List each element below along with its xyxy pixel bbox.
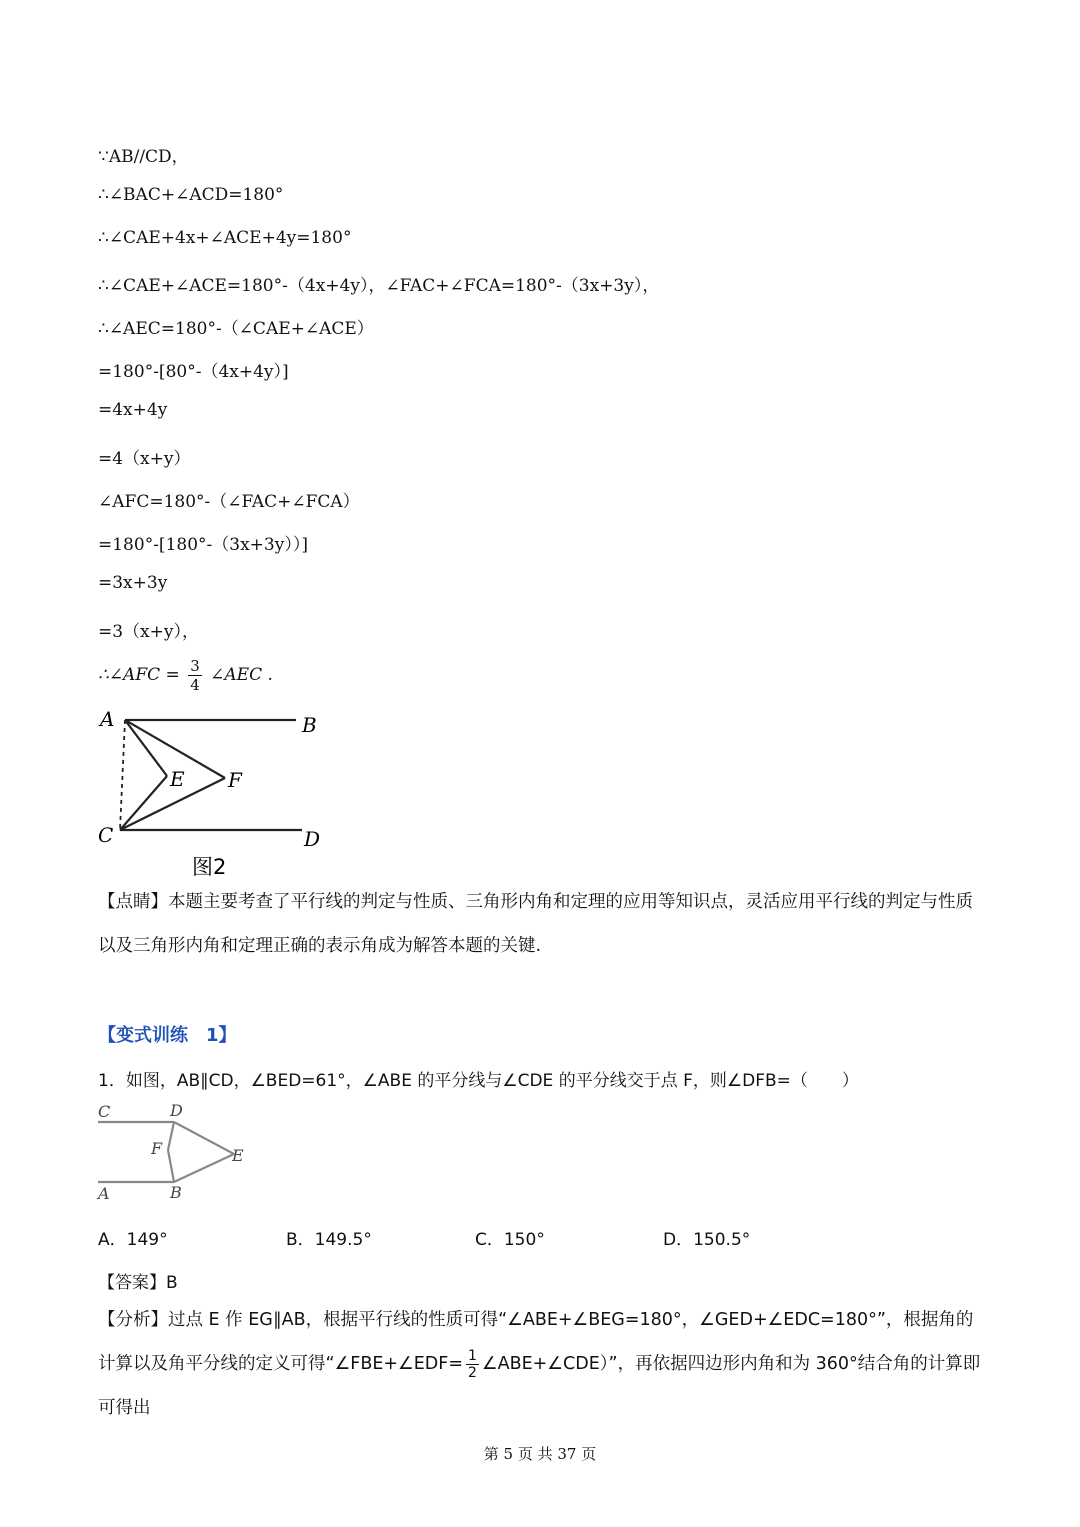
label-B: B	[302, 713, 317, 737]
step-line: =3（x+y），	[98, 622, 199, 642]
label-D: D	[170, 1101, 183, 1120]
label-E: E	[232, 1146, 244, 1165]
question-text: 1．如图，AB∥CD，∠BED=61°，∠ABE 的平分线与∠CDE 的平分线交于点 F，则∠DFB=（ ）	[98, 1071, 859, 1091]
analysis-paragraph	[98, 1298, 988, 1430]
answer-line: 【答案】B	[98, 1273, 178, 1293]
step-line: ∠AFC=180°-（∠FAC+∠FCA）	[98, 492, 360, 512]
step-line: ∴∠BAC+∠ACD=180°	[98, 185, 284, 205]
option-b[interactable]: B．149.5°	[286, 1230, 372, 1250]
label-F: F	[228, 768, 242, 792]
question-figure	[94, 1098, 254, 1208]
step-line: ∵AB//CD，	[98, 147, 189, 167]
analysis-fraction-numerator: 1	[468, 1347, 477, 1364]
option-a[interactable]: A．149°	[98, 1230, 168, 1250]
conclusion-prefix: ∴∠AFC =	[98, 665, 180, 685]
step-line: =3x+3y	[98, 573, 168, 593]
page-footer: 第 5 页 共 37 页	[483, 1445, 597, 1463]
analysis-fraction	[466, 1348, 479, 1381]
label-D: D	[304, 827, 321, 851]
option-d[interactable]: D．150.5°	[663, 1230, 751, 1250]
comment-paragraph: 【点睛】本题主要考查了平行线的判定与性质、三角形内角和定理的应用等知识点，灵活应用平行线的判定与性质以及三角形内角和定理正确的表示角成为解答本题的关键.	[98, 892, 973, 956]
step-line: =180°-[180°-（3x+3y））]	[98, 535, 308, 555]
fraction-denominator: 4	[190, 676, 200, 694]
label-C: C	[98, 823, 114, 847]
fraction-numerator: 3	[190, 657, 200, 675]
label-A: A	[100, 707, 115, 731]
figure-caption: 图2	[192, 855, 227, 879]
conclusion-line	[98, 657, 273, 694]
fraction	[188, 657, 202, 694]
conclusion-suffix: ∠AEC .	[210, 665, 273, 685]
step-line: ∴∠AEC=180°-（∠CAE+∠ACE）	[98, 319, 374, 339]
figure-2-diagram	[92, 704, 332, 884]
option-c[interactable]: C．150°	[475, 1230, 545, 1250]
analysis-part1: 【分析】过点 E 作 EG∥AB，根据平行线的性质可得“∠ABE+∠BEG=180°，∠GED+∠EDC=180°”，根据角的计算以及角平分线的定义可得“∠FBE+∠EDF=	[98, 1310, 974, 1374]
step-line: =180°-[80°-（4x+4y）]	[98, 362, 289, 382]
analysis-fraction-denominator: 2	[468, 1364, 477, 1381]
label-C: C	[98, 1102, 111, 1121]
section-title: 【变式训练 1】	[98, 1025, 237, 1046]
step-line: =4（x+y）	[98, 449, 191, 469]
label-E: E	[170, 767, 185, 791]
step-line: ∴∠CAE+4x+∠ACE+4y=180°	[98, 228, 352, 248]
analysis-part2: ∠ABE+∠CDE）”，再依据四边形内角和为 360°结合角的计算即可得出	[98, 1354, 981, 1418]
label-F: F	[151, 1139, 163, 1158]
label-B: B	[170, 1183, 182, 1202]
label-A: A	[98, 1184, 110, 1203]
step-line: =4x+4y	[98, 400, 168, 420]
step-line: ∴∠CAE+∠ACE=180°-（4x+4y），∠FAC+∠FCA=180°-（3x+3y），	[98, 276, 660, 296]
